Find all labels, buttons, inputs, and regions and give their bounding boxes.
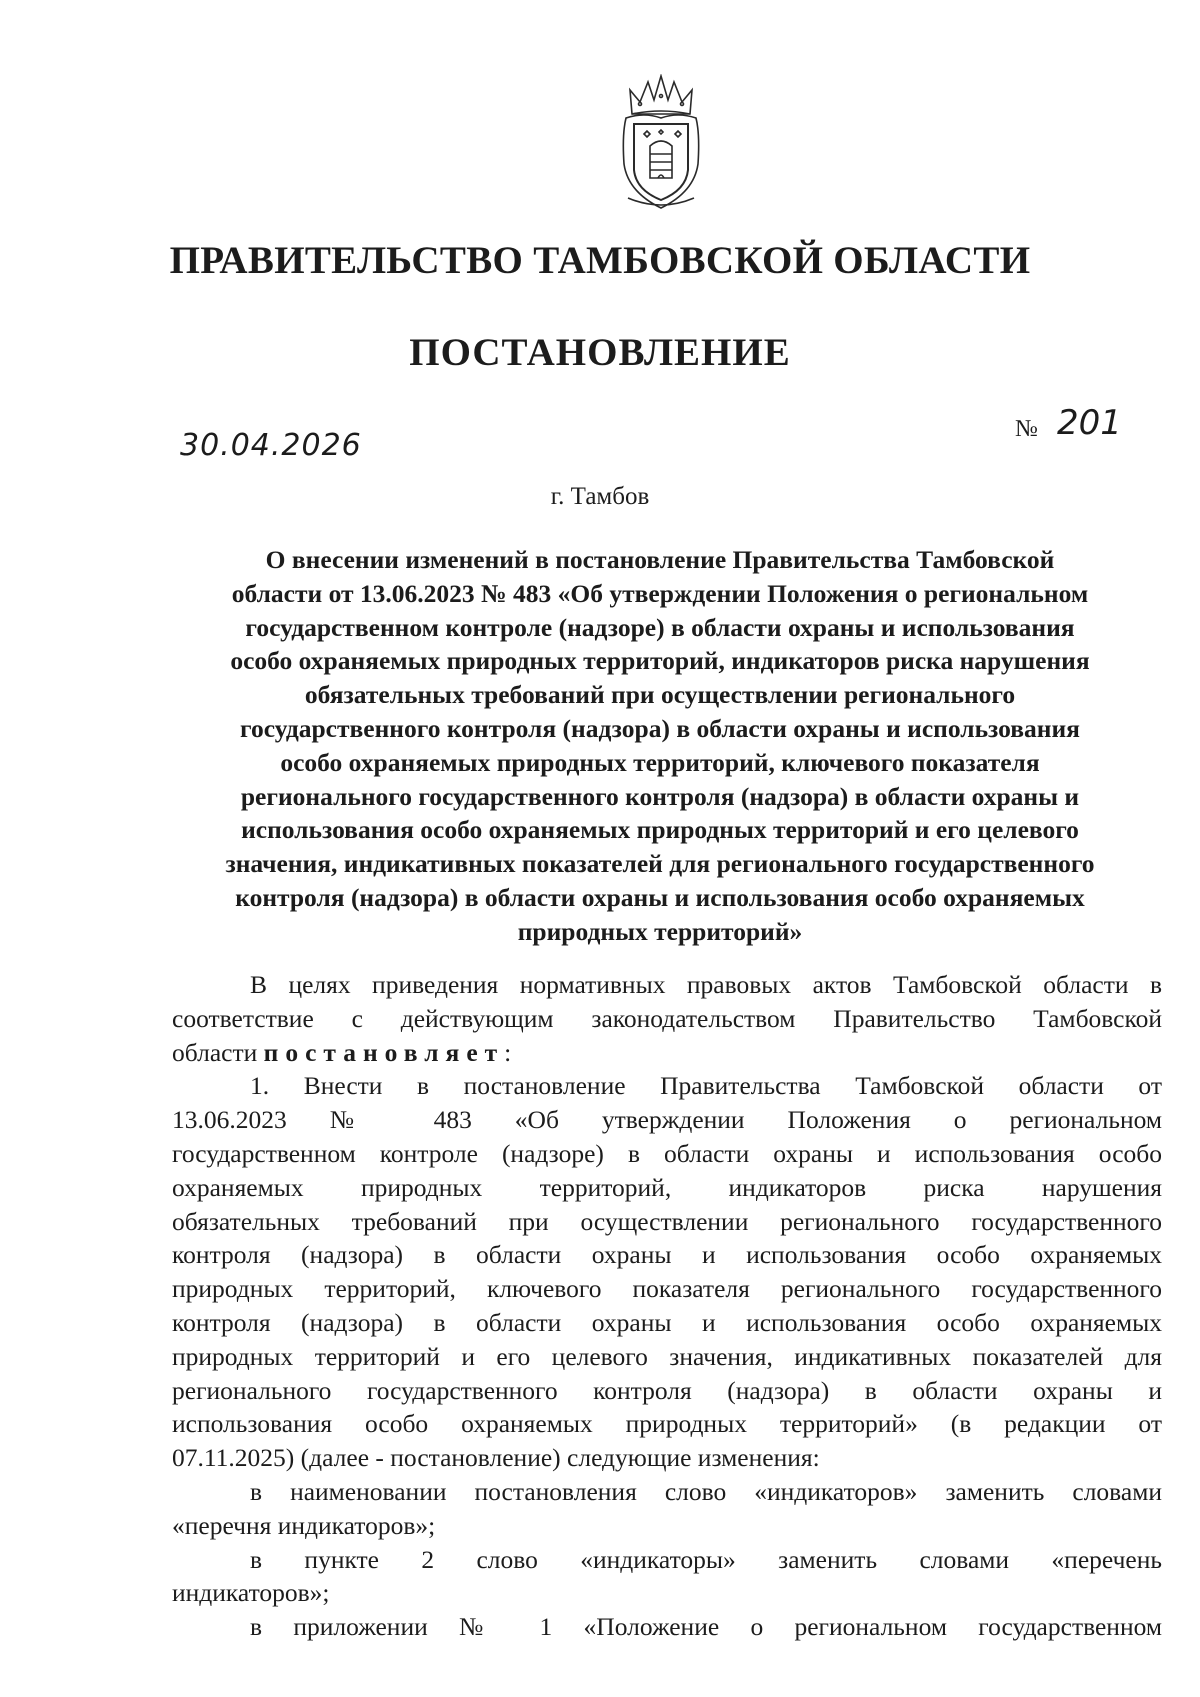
body-line: В целях приведения нормативных правовых актов Тамбовской области в	[250, 970, 1162, 999]
body-line: соответствие с действующим законодательством Правительство Тамбовской	[172, 1003, 1162, 1033]
subject-line: особо охраняемых природных территорий, индикаторов риска нарушения	[230, 646, 1090, 676]
tambov-coat-of-arms-icon	[618, 74, 704, 212]
preamble-tail: области	[172, 1037, 258, 1067]
body-line: государственном контроле (надзоре) в области охраны и использования особо	[172, 1138, 1162, 1168]
decree-line	[172, 1036, 1162, 1070]
body-line: 1. Внести в постановление Правительства Тамбовской области от	[250, 1071, 1162, 1101]
body-line: индикаторов»;	[172, 1578, 330, 1608]
subject-line: использования особо охраняемых природных территорий и его целевого	[241, 815, 1079, 845]
body-line: природных территорий и его целевого значения, индикативных показателей для	[172, 1341, 1162, 1371]
body-line: использования особо охраняемых природных территорий» (в редакции от	[172, 1409, 1162, 1439]
body-line: в приложении № 1 «Положение о региональном государственном	[250, 1612, 1162, 1642]
change-1-paragraph	[172, 1475, 1162, 1543]
body-line: контроля (надзора) в области охраны и использования особо охраняемых	[172, 1240, 1162, 1270]
subject-line: особо охраняемых природных территорий, ключевого показателя	[280, 747, 1040, 777]
item-1-paragraph	[172, 1069, 1162, 1475]
body-line: природных территорий, ключевого показателя регионального государственного	[172, 1274, 1162, 1304]
number-label: №	[1015, 416, 1038, 442]
body-line: в наименовании постановления слово «индикаторов» заменить словами	[250, 1476, 1162, 1506]
subject-line: природных территорий»	[517, 916, 803, 946]
subject-title	[160, 543, 1160, 949]
document-body	[172, 968, 1162, 1644]
change-3-paragraph	[172, 1610, 1162, 1644]
preamble-paragraph	[172, 968, 1162, 1069]
subject-line: значения, индикативных показателей для регионального государственного	[225, 849, 1095, 879]
subject-line: государственного контроля (надзора) в области охраны и использования	[240, 713, 1080, 743]
body-line: 13.06.2023 № 483 «Об утверждении Положения о региональном	[172, 1105, 1162, 1135]
subject-line: О внесении изменений в постановление Правительства Тамбовской	[265, 545, 1055, 574]
body-line: регионального государственного контроля (надзора) в области охраны и	[172, 1375, 1162, 1405]
city-line: г. Тамбов	[550, 483, 650, 510]
organization-title: ПРАВИТЕЛЬСТВО ТАМБОВСКОЙ ОБЛАСТИ	[169, 239, 1031, 282]
document-date: 30.04.2026	[180, 428, 362, 463]
body-line: обязательных требований при осуществлении регионального государственного	[172, 1206, 1162, 1236]
subject-line: государственном контроле (надзоре) в области охраны и использования	[245, 612, 1075, 642]
body-line: «перечня индикаторов»;	[172, 1510, 436, 1540]
body-line: 07.11.2025) (далее - постановление) следующие изменения:	[172, 1443, 820, 1473]
document-number: 201	[1057, 403, 1122, 443]
change-2-paragraph	[172, 1543, 1162, 1611]
decree-colon: :	[504, 1037, 512, 1067]
subject-line: регионального государственного контроля (надзора) в области охраны и	[240, 781, 1080, 811]
subject-line: обязательных требований при осуществлении регионального	[304, 680, 1016, 710]
subject-line: контроля (надзора) в области охраны и использования особо охраняемых	[235, 882, 1085, 912]
document-type-heading: ПОСТАНОВЛЕНИЕ	[409, 331, 791, 374]
body-line: в пункте 2 слово «индикаторы» заменить словами «перечень	[250, 1544, 1162, 1574]
body-line: контроля (надзора) в области охраны и использования особо охраняемых	[172, 1307, 1162, 1337]
subject-line: области от 13.06.2023 № 483 «Об утверждении Положения о региональном	[231, 578, 1089, 608]
decree-word: постановляет	[263, 1037, 505, 1067]
body-line: охраняемых природных территорий, индикаторов риска нарушения	[172, 1172, 1162, 1202]
